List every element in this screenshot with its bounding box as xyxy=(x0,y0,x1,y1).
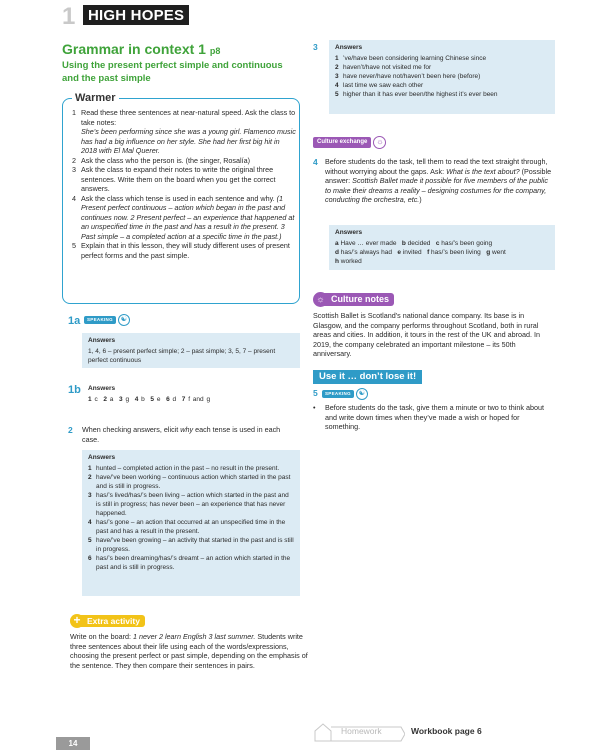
homework-ref xyxy=(313,722,482,742)
answer-row: 4 last time we saw each other xyxy=(335,81,424,89)
lesson-subtitle: Using the present perfect simple and continuous and the past simple xyxy=(62,60,283,85)
answer-row: 2 have/’ve been working – continuous action which started in the past and is still in progress. xyxy=(88,473,291,490)
answer-row: 3 have never/have not/haven’t been here (before) xyxy=(335,72,481,80)
warmer-list xyxy=(72,108,296,260)
warmer-item: 3 Ask the class to expand their notes to write the original three sentences. Write them on the board when you get the correct answers. xyxy=(72,165,276,193)
answers-box-4 xyxy=(329,225,555,270)
answer-row: 1 ’ve/have been considering learning Chinese since xyxy=(335,54,487,62)
exercise-2: 2 When checking answers, elicit why each tense is used in each case. xyxy=(68,425,281,444)
homework-label: Homework xyxy=(341,726,382,736)
answer-row: 4 has/’s gone – an action that occurred at an unspecified time in the past and has a result in the present. xyxy=(88,518,286,535)
answers-heading: Answers xyxy=(88,337,116,344)
answers-text: 1, 4, 6 – present perfect simple; 2 – past simple; 3, 5, 7 – present perfect continuous xyxy=(88,347,276,364)
page-number: 14 xyxy=(56,737,90,750)
exercise-1b-label: 1b xyxy=(68,384,81,396)
lesson-title xyxy=(62,40,220,58)
globe-icon: ☼ xyxy=(373,136,386,149)
culture-notes-text: Scottish Ballet is Scotland’s national dance company. Its base is in Glasgow, and the company performs throughout Scotland, both in rural areas and cities. In addition, it tours in the rest of the UK and abroad. In 2019, the company celebrated an important milestone – its 50th anniversary. xyxy=(313,311,540,358)
answers-heading: Answers xyxy=(88,454,116,461)
speaking-badge xyxy=(322,388,368,400)
culture-exchange-label: Culture exchange xyxy=(313,137,371,149)
exercise-1a-label: 1a xyxy=(68,315,81,327)
extra-activity-heading xyxy=(70,614,145,628)
plus-icon: + xyxy=(70,614,84,628)
exercise-5-text: • Before students do the task, give them a minute or two to think about and write down times when they’ve made a wish or hoped for something. xyxy=(313,403,544,431)
exercise-4: 4 Before students do the task, tell them to read the text straight through, without worrying about the gaps. Ask: What is the text about? (Possible answer: Scottish Ballet made it possible for five members of the public to make their dreams a reality – designing costumes for the company, conducting the orchestra, etc.) xyxy=(313,157,552,204)
speaking-label: SPEAKING xyxy=(84,316,116,324)
exercise-3-number: 3 xyxy=(313,42,318,52)
speaking-icon: ☯ xyxy=(356,388,368,400)
answers-1b-row: 1 c 2 a 3 g 4 b 5 e 6 d 7 f and g xyxy=(88,395,211,403)
speaking-icon: ☯ xyxy=(118,314,130,326)
answers-heading: Answers xyxy=(335,44,363,51)
warmer-item: 2 Ask the class who the person is. (the singer, Rosalía) xyxy=(72,155,250,165)
use-it-banner: Use it … don’t lose it! xyxy=(313,370,422,384)
culture-exchange-badge xyxy=(313,136,386,149)
speaking-label: SPEAKING xyxy=(322,390,354,398)
lesson-page-ref: p8 xyxy=(209,46,221,56)
culture-notes-label: Culture notes xyxy=(324,293,394,306)
exercise-5-number: 5 xyxy=(313,388,318,398)
answers-4-line-1: a Have … ever made b decided c has/’s been going xyxy=(335,239,493,247)
speaking-badge xyxy=(84,314,130,326)
warmer-item: 5 Explain that in this lesson, they will study different uses of present perfect forms and the past simple. xyxy=(72,241,290,260)
globe-icon: ☼ xyxy=(313,292,328,307)
answers-heading: Answers xyxy=(88,385,116,392)
answers-heading: Answers xyxy=(335,229,363,236)
warmer-title: Warmer xyxy=(72,91,119,106)
answers-box-2 xyxy=(82,450,300,596)
answer-row: 5 higher than it has ever been/the highest it’s ever been xyxy=(335,90,498,98)
workbook-page-ref: Workbook page 6 xyxy=(411,726,482,737)
answer-row: 5 have/’ve been growing – an activity that started in the past and is still in progress. xyxy=(88,536,294,553)
lesson-title-text: Grammar in context 1 xyxy=(62,41,206,57)
extra-activity-text: Write on the board: 1 never 2 learn English 3 last summer. Students write three sentences about their life using each of the words/expressions, choosing the present perfect or past simple, depending on the emphasis of the sentence. They then compare their sentences in pairs. xyxy=(70,632,308,670)
answer-row: 3 has/’s lived/has/’s been living – action which started in the past and is still in progress; has never been – an experience that has never happened. xyxy=(88,491,289,517)
culture-notes-heading xyxy=(313,292,394,307)
answer-row: 1 hunted – completed action in the past – no result in the present. xyxy=(88,464,280,472)
answers-box-3 xyxy=(329,40,555,114)
answers-4-line-2: d has/’s always had e invited f has/’s been living g went xyxy=(335,248,506,256)
unit-title: HIGH HOPES xyxy=(83,5,189,25)
answer-row: 2 haven’t/have not visited me for xyxy=(335,63,432,71)
warmer-item: 1 Read these three sentences at near-natural speed. Ask the class to take notes: She’s been performing since she was a young girl. Flamenco music has had a big influence on her style. She had her first big hit in 2018 with El Mal Querer. xyxy=(72,108,296,155)
answers-box-1b xyxy=(82,383,300,413)
warmer-item: 4 Ask the class which tense is used in each sentence and why. (1 Present perfect continuous – action which began in the past and continues now. 2 Present perfect – an experience that happened at an unspecified time in the past and has a result in the present. 3 Past simple – a completed action at a specific time in the past.) xyxy=(72,193,295,241)
answers-box-1a xyxy=(82,333,300,368)
answers-4-line-3: h worked xyxy=(335,257,362,265)
unit-number: 1 xyxy=(62,3,76,30)
extra-activity-label: Extra activity xyxy=(79,615,145,627)
answer-row: 6 has/’s been dreaming/has/’s dreamt – an action which started in the past and is still in progress. xyxy=(88,554,291,571)
house-icon xyxy=(313,722,405,742)
